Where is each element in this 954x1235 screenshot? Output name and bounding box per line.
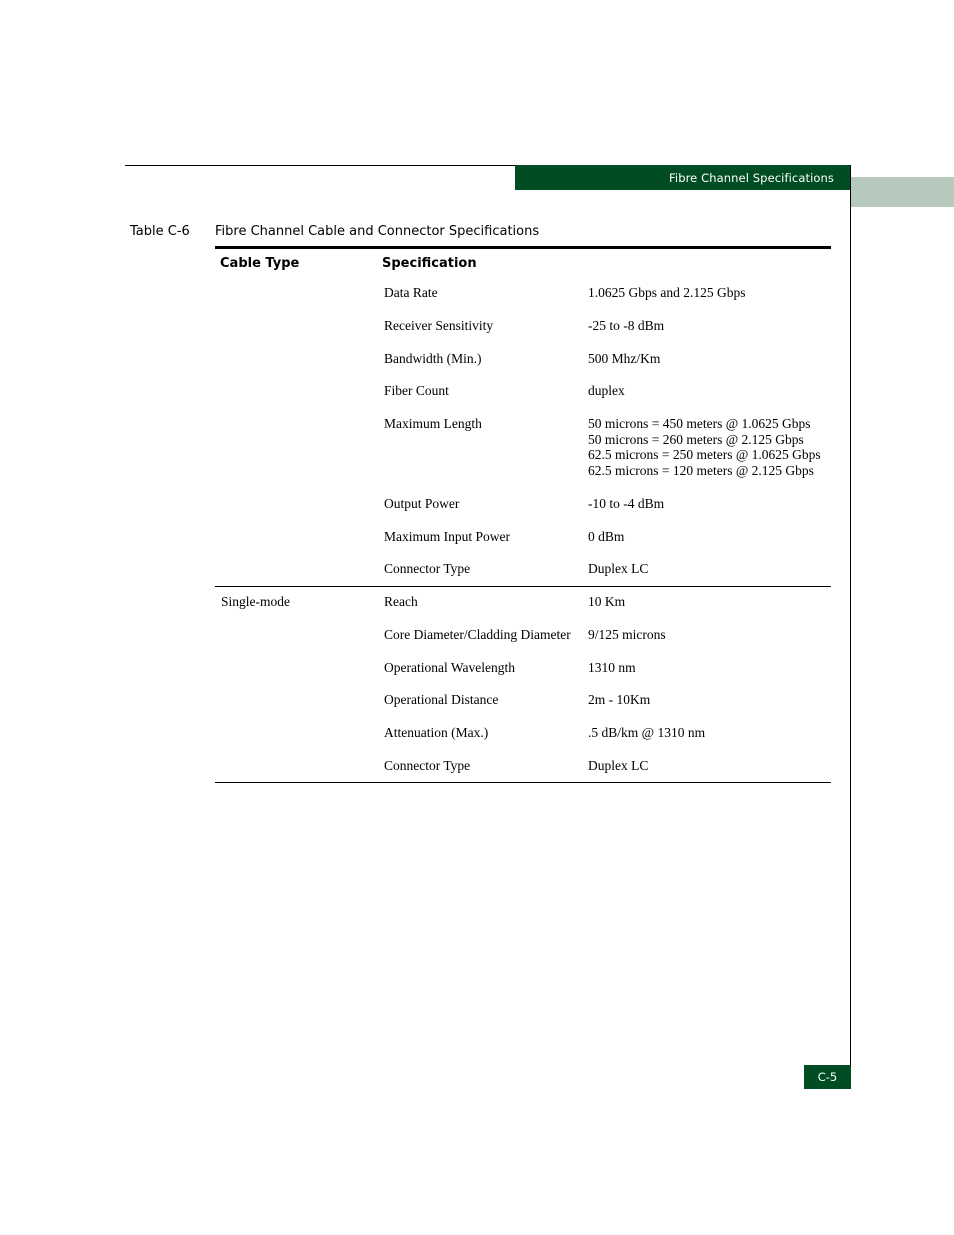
table-number: Table C-6: [130, 224, 190, 239]
spec-value-cell: 10 Km: [588, 594, 626, 609]
spec-name-cell: Data Rate: [384, 285, 438, 300]
spec-value-cell: .5 dB/km @ 1310 nm: [588, 725, 706, 741]
spec-value-cell: -25 to -8 dBm: [588, 317, 665, 333]
spec-value-cell: 1310 nm: [588, 659, 636, 675]
spec-value-cell: 62.5 microns = 250 meters @ 1.0625 Gbps: [588, 447, 821, 463]
spec-name-cell: Core Diameter/Cladding Diameter: [384, 626, 571, 642]
spec-value-cell: 50 microns = 450 meters @ 1.0625 Gbps: [588, 416, 811, 432]
spec-name-cell: Attenuation (Max.): [384, 725, 489, 741]
table-top-rule: [215, 246, 831, 249]
spec-value-cell: 0 dBm: [588, 528, 625, 544]
spec-value-cell: duplex: [588, 383, 625, 399]
spec-name-cell: Operational Distance: [384, 692, 499, 708]
top-rule: [125, 165, 515, 166]
spec-value-cell: -10 to -4 dBm: [588, 495, 665, 511]
page-number-label: C-5: [817, 1070, 838, 1084]
spec-name-cell: Fiber Count: [384, 383, 449, 399]
page-number: [804, 1065, 851, 1089]
group-divider-rule: [215, 586, 831, 587]
column-header-specification: Specification: [382, 256, 477, 271]
column-header-cable-type: Cable Type: [220, 256, 300, 271]
spec-name-cell: Reach: [384, 594, 418, 609]
spec-value-cell: 1.0625 Gbps and 2.125 Gbps: [588, 285, 746, 300]
spec-name-cell: Connector Type: [384, 561, 471, 577]
spec-value-cell: 62.5 microns = 120 meters @ 2.125 Gbps: [588, 463, 814, 478]
right-margin-rule: [850, 165, 851, 1089]
spec-name-cell: Bandwidth (Min.): [384, 350, 482, 366]
spec-value-cell: 50 microns = 260 meters @ 2.125 Gbps: [588, 431, 804, 447]
section-header: [515, 165, 851, 190]
spec-name-cell: Connector Type: [384, 758, 471, 773]
spec-name-cell: Receiver Sensitivity: [384, 317, 494, 333]
spec-name-cell: Output Power: [384, 495, 460, 511]
spec-value-cell: Duplex LC: [588, 561, 649, 577]
spec-value-cell: 2m - 10Km: [588, 692, 651, 708]
spec-name-cell: Maximum Input Power: [384, 528, 510, 544]
group-divider-rule: [215, 782, 831, 783]
spec-name-cell: Operational Wavelength: [384, 659, 515, 675]
spec-value-cell: Duplex LC: [588, 758, 649, 773]
table-title: Fibre Channel Cable and Connector Specifications: [215, 224, 540, 239]
spec-value-cell: 500 Mhz/Km: [588, 350, 661, 366]
chapter-tab: [851, 177, 954, 207]
section-title: Fibre Channel Specifications: [669, 170, 834, 185]
cable-type-cell: Single-mode: [221, 594, 290, 609]
spec-value-cell: 9/125 microns: [588, 626, 666, 642]
spec-name-cell: Maximum Length: [384, 416, 482, 432]
